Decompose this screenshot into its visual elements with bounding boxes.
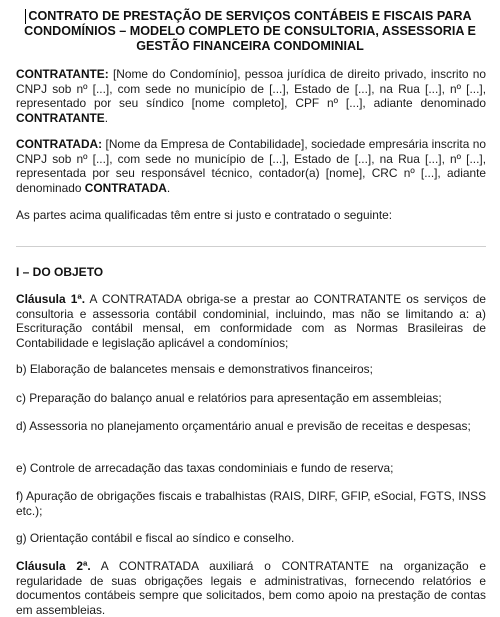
section-heading-objeto: I – DO OBJETO	[16, 265, 104, 279]
contratada-term: CONTRATADA	[84, 180, 167, 195]
contratada-paragraph	[16, 137, 486, 195]
contract-title: CONTRATO DE PRESTAÇÃO DE SERVIÇOS CONTÁBEIS E FISCAIS PARA CONDOMÍNIOS – MODELO COMPLETO DE CONSULTORIA, ASSESSORIA E GESTÃO FINANCEIRA CONDOMINIAL	[24, 9, 476, 53]
list-item-g: g) Orientação contábil e fiscal ao síndico e conselho.	[16, 531, 295, 545]
list-item-e: e) Controle de arrecadação das taxas condominiais e fundo de reserva;	[16, 461, 394, 475]
contratada-label: CONTRATADA:	[16, 137, 103, 151]
contratada-end-punct: .	[166, 180, 171, 195]
clause-2-text: A CONTRATADA auxiliará o CONTRATANTE na organização e regularidade de suas obrigações legais e administrativas, fornecendo relatórios e documentos contábeis sempre que solicitados, bem como apoio na prestação de contas em assembleias.	[16, 559, 486, 617]
clause-2-paragraph	[16, 559, 486, 617]
contratante-text: [Nome do Condomínio], pessoa jurídica de direito privado, inscrito no CNPJ sob nº [...], com sede no município de [...], Estado de [...], na Rua [...], nº [...], representado por seu síndico [nome completo], CPF nº [...], adiante denominado	[16, 67, 486, 111]
contratante-paragraph	[16, 67, 486, 125]
clause-2-label: Cláusula 2ª.	[16, 559, 91, 573]
clause-1-label: Cláusula 1ª.	[16, 292, 86, 306]
list-item-b: b) Elaboração de balancetes mensais e demonstrativos financeiros;	[16, 362, 373, 376]
section-divider	[16, 246, 486, 247]
list-item-d: d) Assessoria no planejamento orçamentário anual e previsão de receitas e despesas;	[16, 419, 471, 433]
intro-paragraph: As partes acima qualificadas têm entre si justo e contratado o seguinte:	[16, 208, 393, 222]
contratante-label: CONTRATANTE:	[16, 67, 109, 81]
contratante-end-punct: .	[104, 110, 109, 125]
list-item-f: f) Apuração de obrigações fiscais e trabalhistas (RAIS, DIRF, GFIP, eSocial, FGTS, INSS etc.);	[16, 489, 486, 518]
clause-1-paragraph	[16, 292, 486, 350]
clause-1-text: A CONTRATADA obriga-se a prestar ao CONTRATANTE os serviços de consultoria e assessoria contábil condominial, incluindo, mas não se limitando a: a) Escrituração contábil mensal, em conformidade com as Normas Brasileiras de Contabilidade e legislação aplicável a condomínios;	[16, 292, 486, 350]
contratante-term: CONTRATANTE	[16, 110, 105, 125]
list-item-c: c) Preparação do balanço anual e relatórios para apresentação em assembleias;	[16, 391, 442, 405]
contratada-text: [Nome da Empresa de Contabilidade], sociedade empresária inscrita no CNPJ sob nº [...], com sede no município de [...], Estado de [...], na Rua [...], nº [...], representada por seu responsável técnico, contador(a) [nome], CRC nº [...], adiante denominado	[16, 137, 486, 195]
